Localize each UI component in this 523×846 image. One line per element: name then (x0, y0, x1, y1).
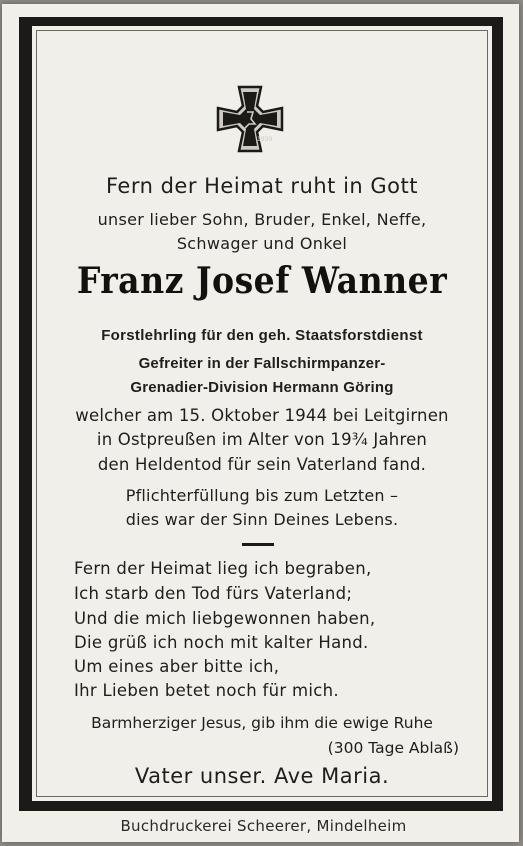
rank-line-1: Gefreiter in der Fallschirmpanzer- (138, 355, 386, 372)
indulgence-line: (300 Tage Ablaß) (327, 739, 459, 757)
printer-credit: Buchdruckerei Scheerer, Mindelheim (120, 817, 407, 835)
duty-line-2: dies war der Sinn Deines Lebens. (125, 510, 399, 529)
family-line-2: Schwager und Onkel (176, 234, 348, 253)
memorial-card (2, 4, 519, 842)
poem-line: Ich starb den Tod fürs Vaterland; (74, 584, 353, 603)
iron-cross-icon (215, 84, 285, 154)
poem-line: Ihr Lieben betet noch für mich. (74, 681, 339, 700)
poem-line: Und die mich liebgewonnen haben, (74, 609, 376, 628)
occupation: Forstlehrling für den geh. Staatsforstdienst (101, 327, 423, 344)
closing-prayer: Vater unser. Ave Maria. (134, 764, 390, 788)
duty-line-1: Pflichterfüllung bis zum Letzten – (125, 486, 399, 505)
prayer-line: Barmherziger Jesus, gib ihm die ewige Ruhe (91, 714, 433, 732)
deceased-name: Franz Josef Wanner (76, 260, 448, 302)
death-line-1: welcher am 15. Oktober 1944 bei Leitgirnen (75, 406, 449, 425)
death-line-3: den Heldentod für sein Vaterland fand. (97, 455, 427, 474)
poem-line: Fern der Heimat lieg ich begraben, (74, 559, 372, 578)
divider (242, 543, 274, 546)
poem-line: Um eines aber bitte ich, (74, 657, 280, 676)
family-line-1: unser lieber Sohn, Bruder, Enkel, Neffe, (97, 210, 427, 229)
cross-year: 1939 (257, 136, 273, 143)
heading-line: Fern der Heimat ruht in Gott (105, 174, 418, 198)
rank-line-2: Grenadier-Division Hermann Göring (130, 379, 394, 396)
death-line-2: in Ostpreußen im Alter von 19¾ Jahren (96, 430, 428, 449)
poem-line: Die grüß ich noch mit kalter Hand. (74, 633, 369, 652)
